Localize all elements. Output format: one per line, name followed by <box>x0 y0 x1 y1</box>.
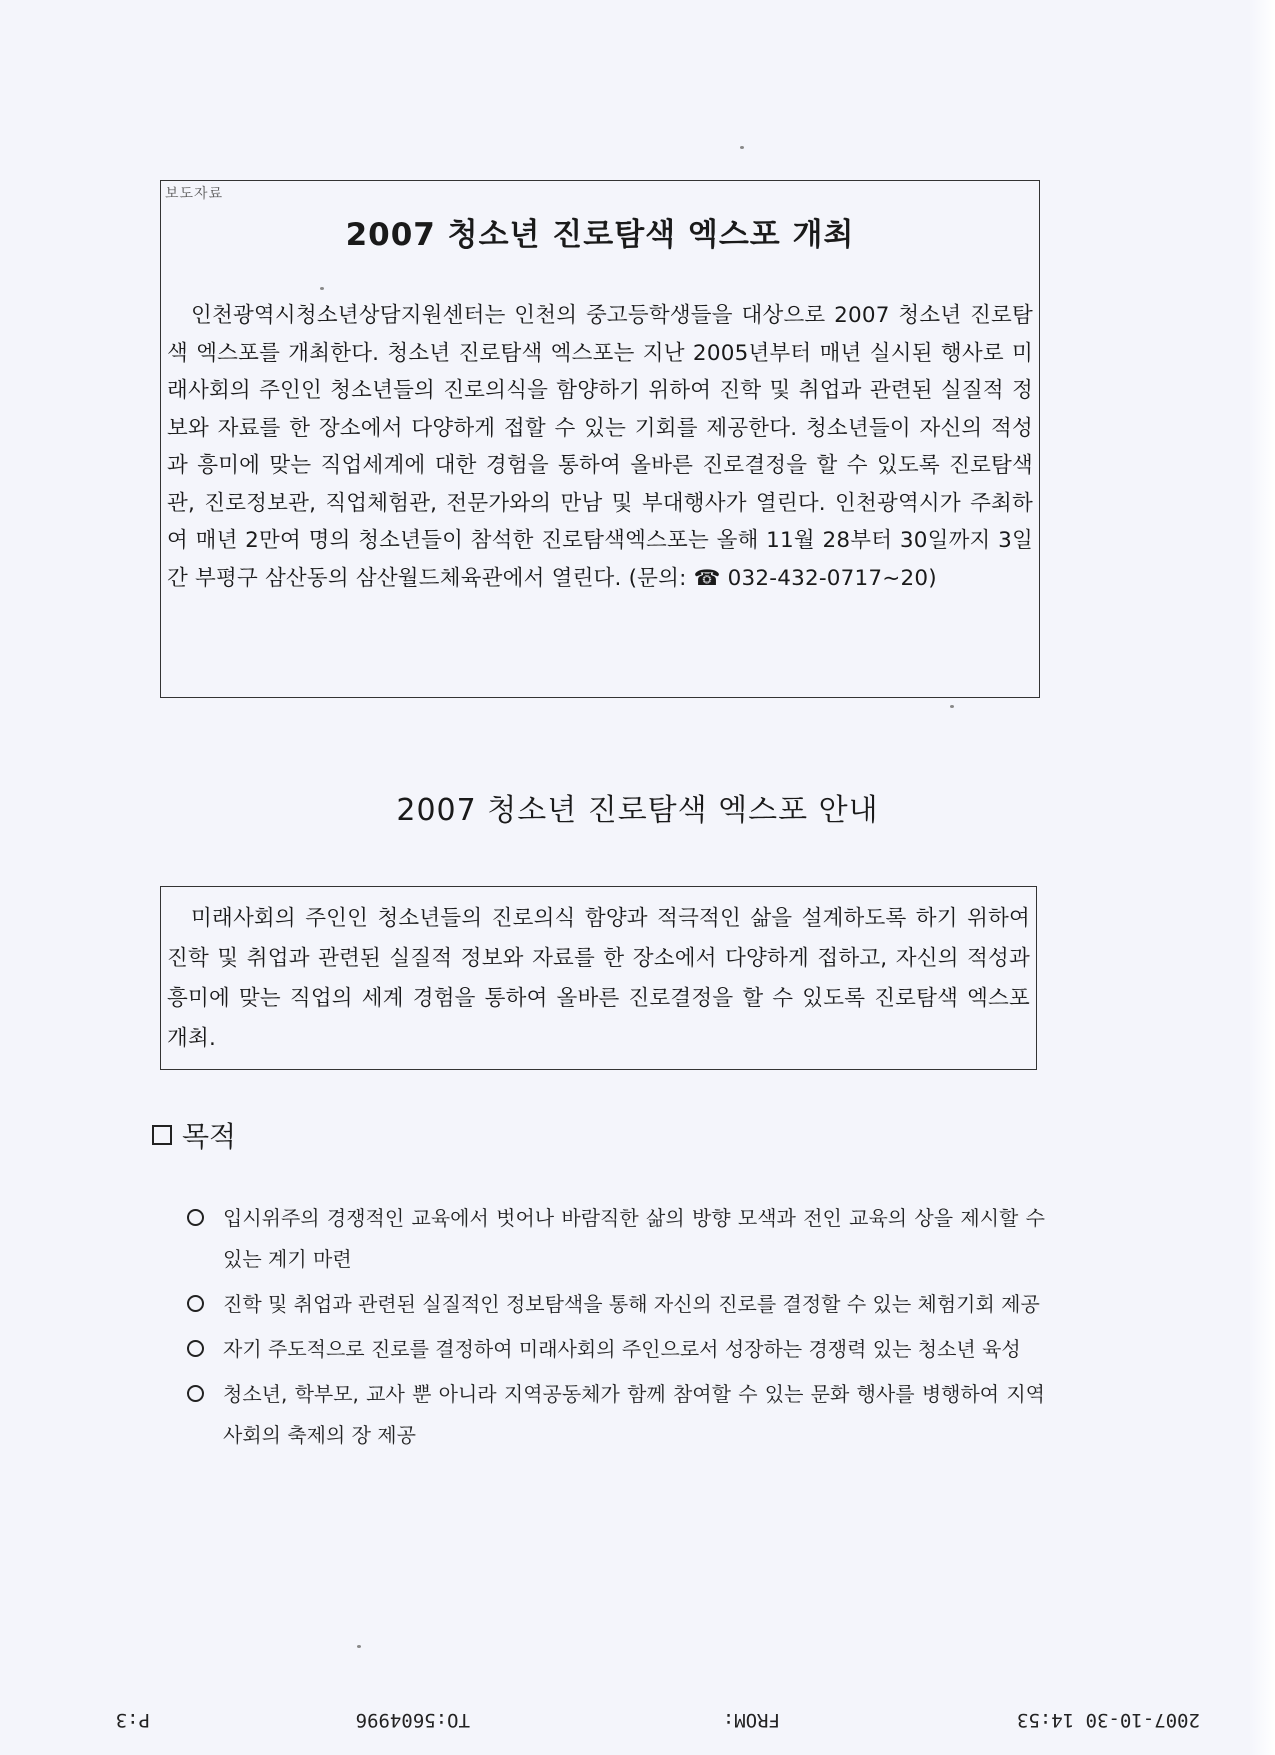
fax-from: FROM: <box>722 1709 780 1731</box>
purpose-item-text: 청소년, 학부모, 교사 뿐 아니라 지역공동체가 함께 참여할 수 있는 문화 행사를 병행하여 지역사회의 축제의 장 제공 <box>223 1382 1045 1447</box>
purpose-item <box>185 1198 1045 1280</box>
purpose-item <box>185 1284 1045 1325</box>
scan-speck <box>950 705 954 708</box>
press-release-body: 인천광역시청소년상담지원센터는 인천의 중고등학생들을 대상으로 2007 청소년 진로탐색 엑스포를 개최한다. 청소년 진로탐색 엑스포는 지난 2005년부터 매년 실시된 행사로 미래사회의 주인인 청소년들의 진로의식을 함양하기 위하여 진학 및 취업과 관련된 실질적 정보와 자료를 한 장소에서 다양하게 접할 수 있는 기회를 제공한다. 청소년들이 자신의 적성과 흥미에 맞는 직업세계에 대한 경험을 통하여 올바른 진로결정을 할 수 있도록 진로탐색관, 진로정보관, 직업체험관, 전문가와의 만남 및 부대행사가 열린다. 인천광역시가 주최하여 매년 2만여 명의 청소년들이 참석한 진로탐색엑스포는 올해 11월 28부터 30일까지 3일간 부평구 삼산동의 삼산월드체육관에서 열린다. (문의: ☎ 032-432-0717~20) <box>167 303 1033 591</box>
fax-date-time: 2007-10-30 14:53 <box>1016 1709 1200 1731</box>
purpose-item <box>185 1329 1045 1370</box>
scan-speck <box>357 1645 361 1648</box>
purpose-item <box>185 1374 1045 1456</box>
press-release-box <box>160 180 1040 698</box>
press-release-title: 2007 청소년 진로탐색 엑스포 개최 <box>345 217 855 253</box>
purpose-list <box>185 1198 1045 1460</box>
square-bullet-icon <box>152 1125 172 1145</box>
notice-title: 2007 청소년 진로탐색 엑스포 안내 <box>396 793 879 828</box>
purpose-item-text: 자기 주도적으로 진로를 결정하여 미래사회의 주인으로서 성장하는 경쟁력 있는 청소년 육성 <box>223 1337 1021 1361</box>
purpose-item-text: 진학 및 취업과 관련된 실질적인 정보탐색을 통해 자신의 진로를 결정할 수 있는 체험기회 제공 <box>223 1292 1040 1316</box>
purpose-heading-label: 목적 <box>182 1120 237 1153</box>
scan-speck <box>740 146 744 149</box>
summary-body: 미래사회의 주인인 청소년들의 진로의식 함양과 적극적인 삶을 설계하도록 하기 위하여 진학 및 취업과 관련된 실질적 정보와 자료를 한 장소에서 다양하게 접하고, 자신의 적성과 흥미에 맞는 직업의 세계 경험을 통하여 올바른 진로결정을 할 수 있도록 진로탐색 엑스포 개최. <box>167 906 1030 1051</box>
circle-bullet-icon <box>187 1295 204 1312</box>
fax-header-footer <box>60 1705 1210 1735</box>
circle-bullet-icon <box>187 1385 204 1402</box>
fax-page: P:3 <box>115 1709 150 1731</box>
circle-bullet-icon <box>187 1340 204 1357</box>
press-release-tag: 보도자료 <box>165 186 224 202</box>
purpose-heading <box>152 1115 236 1155</box>
page-edge <box>1249 0 1275 1755</box>
scan-speck <box>320 287 324 290</box>
circle-bullet-icon <box>187 1209 204 1226</box>
purpose-item-text: 입시위주의 경쟁적인 교육에서 벗어나 바람직한 삶의 방향 모색과 전인 교육의 상을 제시할 수 있는 계기 마련 <box>223 1206 1045 1271</box>
summary-box <box>160 886 1037 1070</box>
fax-to: TO:5604996 <box>355 1709 470 1731</box>
